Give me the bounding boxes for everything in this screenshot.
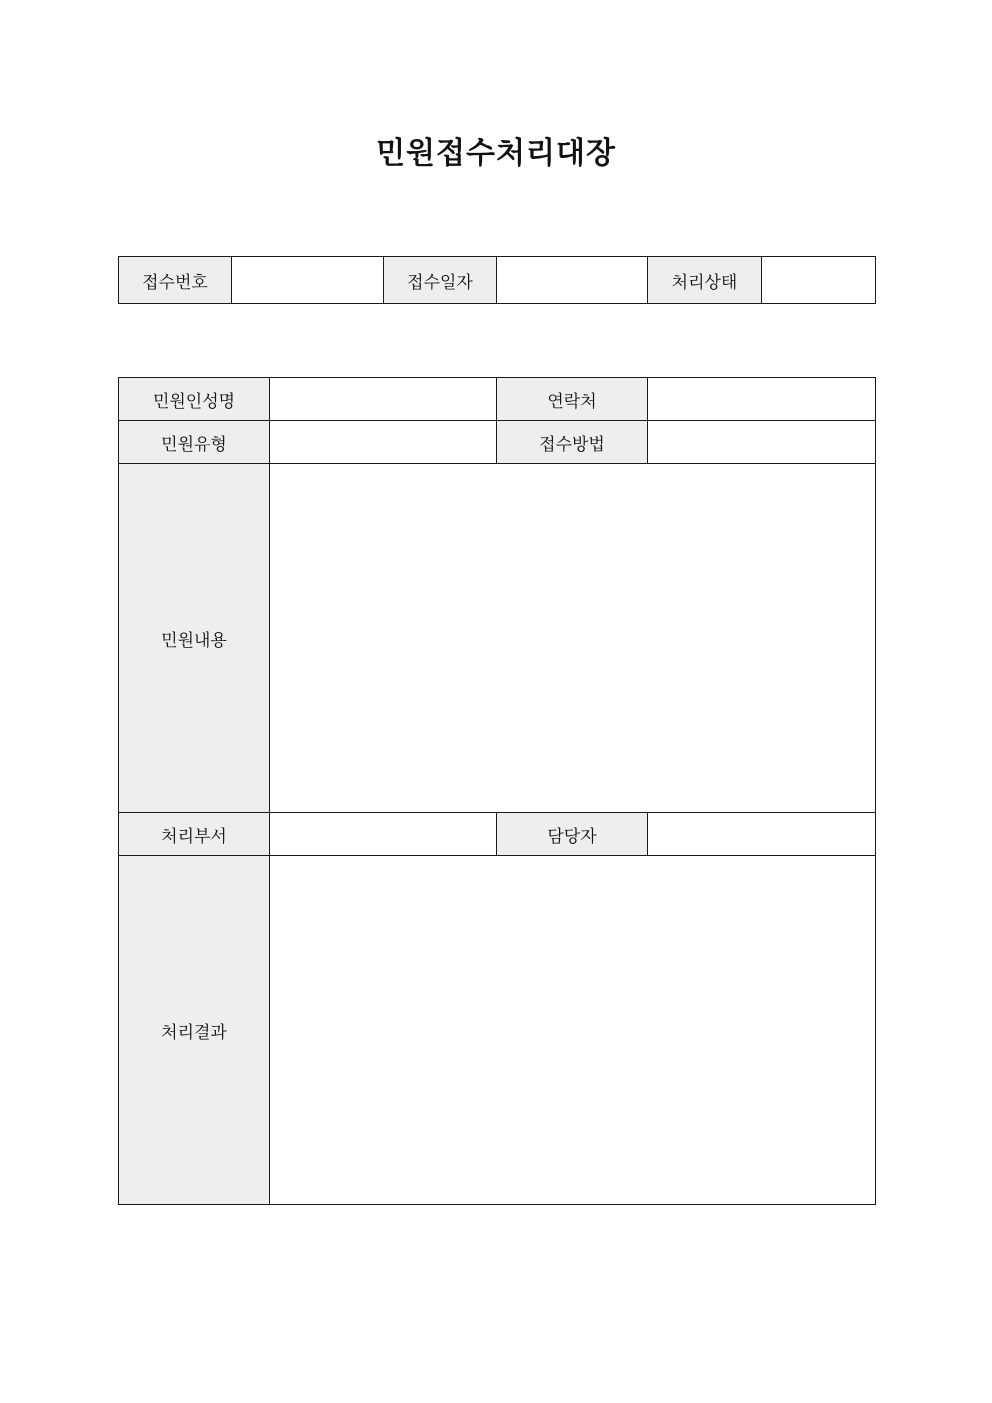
detail-table xyxy=(118,377,876,1205)
result-field[interactable] xyxy=(270,856,876,1205)
applicant-name-field[interactable] xyxy=(270,378,497,421)
status-field[interactable] xyxy=(762,257,876,304)
table-row xyxy=(119,464,876,813)
handling-department-field[interactable] xyxy=(270,813,497,856)
complaint-content-field[interactable] xyxy=(270,464,876,813)
handling-department-label: 처리부서 xyxy=(119,813,270,856)
receipt-date-label: 접수일자 xyxy=(384,257,497,304)
table-row xyxy=(119,378,876,421)
receipt-date-field[interactable] xyxy=(497,257,648,304)
person-in-charge-field[interactable] xyxy=(648,813,876,856)
receipt-number-field[interactable] xyxy=(232,257,384,304)
page-title: 민원접수처리대장 xyxy=(376,136,616,171)
complaint-type-field[interactable] xyxy=(270,421,497,464)
receipt-method-label: 접수방법 xyxy=(497,421,648,464)
table-row xyxy=(119,856,876,1205)
summary-row xyxy=(119,257,876,304)
result-label: 처리결과 xyxy=(119,856,270,1205)
summary-table xyxy=(118,256,876,304)
complaint-type-label: 민원유형 xyxy=(119,421,270,464)
contact-field[interactable] xyxy=(648,378,876,421)
contact-label: 연락처 xyxy=(497,378,648,421)
table-row xyxy=(119,813,876,856)
receipt-method-field[interactable] xyxy=(648,421,876,464)
person-in-charge-label: 담당자 xyxy=(497,813,648,856)
complaint-content-label: 민원내용 xyxy=(119,464,270,813)
status-label: 처리상태 xyxy=(648,257,762,304)
applicant-name-label: 민원인성명 xyxy=(119,378,270,421)
receipt-number-label: 접수번호 xyxy=(119,257,232,304)
table-row xyxy=(119,421,876,464)
